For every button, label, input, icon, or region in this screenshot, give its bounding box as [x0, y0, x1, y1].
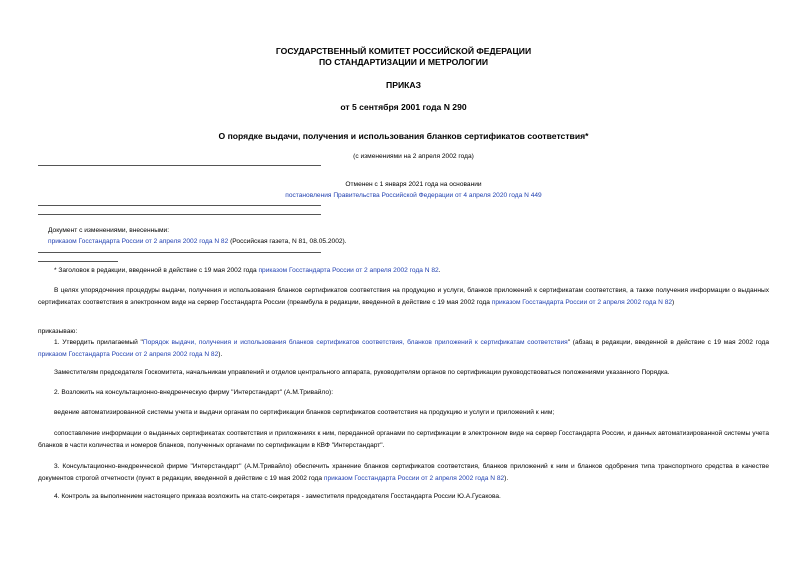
item3-paragraph	[38, 461, 769, 484]
divider	[38, 252, 321, 253]
preamble-end: )	[672, 298, 675, 306]
item3-link[interactable]: приказом Госстандарта России от 2 апреля 2002 года N 82	[323, 474, 505, 482]
preamble-link[interactable]: приказом Госстандарта России от 2 апреля 2002 года N 82	[491, 298, 673, 306]
item1-link-procedure[interactable]: Порядок выдачи, получения и использования бланков сертификатов соответствия, бланков приложений к сертификатам соответствия	[142, 339, 568, 346]
preamble-paragraph	[38, 285, 769, 308]
changes-intro: Документ с изменениями, внесенными:	[48, 227, 170, 234]
cancel-text: Отменен с 1 января 2021 года на основании	[345, 181, 482, 188]
item3-end: ).	[504, 474, 509, 482]
item1-text-b: " (абзац в редакции, введенной в действие с 19 мая 2002 года	[567, 339, 769, 346]
item4-paragraph: 4. Контроль за выполнением настоящего приказа возложить на статс-секретаря - заместителя председателя Госстандарта России Ю.А.Гусакова.	[54, 493, 501, 500]
deputies-paragraph: Заместителям председателя Госкомитета, начальникам управлений и отделов центрального аппарата, руководителям органов по сертификации руководствоваться положениями указанного Порядка.	[54, 369, 670, 376]
item2-a-paragraph: ведение автоматизированной системы учета и выдачи органам по сертификации бланков сертификатов соответствия на продукцию и услуги и приложений к ним;	[54, 409, 555, 416]
agency-title-line1: ГОСУДАРСТВЕННЫЙ КОМИТЕТ РОССИЙСКОЙ ФЕДЕРАЦИИ	[275, 46, 532, 56]
divider	[38, 165, 321, 166]
item1-paragraph	[38, 337, 769, 360]
footnote-text: * Заголовок в редакции, введенной в действие с 19 мая 2002 года	[54, 267, 259, 274]
doc-type: ПРИКАЗ	[386, 80, 421, 90]
doc-title: О порядке выдачи, получения и использования бланков сертификатов соответствия*	[218, 131, 589, 141]
item2-paragraph: 2. Возложить на консультационно-внедренческую фирму "Интерстандарт" (А.М.Тривайло):	[54, 389, 334, 396]
changes-link[interactable]: приказом Госстандарта России от 2 апреля 2002 года N 82	[48, 238, 229, 245]
divider	[38, 214, 321, 215]
item1-link-order[interactable]: приказом Госстандарта России от 2 апреля 2002 года N 82	[38, 350, 219, 358]
item1-text-c: ).	[218, 350, 223, 358]
doc-date-number: от 5 сентября 2001 года N 290	[340, 102, 467, 112]
item2-b-paragraph: сопоставление информации о выданных сертификатах соответствия и приложениях к ним, переданной органами по сертификации в электронном виде на сервер Госстандарта России, и данных автоматизированной системы учета бланков в части количества и номеров бланков, полученных органами по сертификации в КВФ "Интерстандарт".	[38, 430, 769, 449]
amendments-note: (с изменениями на 2 апреля 2002 года)	[353, 153, 474, 160]
footnote-divider	[38, 261, 118, 262]
footnote-link[interactable]: приказом Госстандарта России от 2 апреля 2002 года N 82	[258, 267, 439, 274]
footnote	[54, 265, 441, 277]
changes-source: (Российская газета, N 81, 08.05.2002).	[228, 238, 347, 245]
item3-text: 3. Консультационно-внедренческой фирме "Интерстандарт" (А.М.Тривайло) обеспечить хранение бланков сертификатов соответствия, бланков приложений к ним и бланков одобрения типа транспортного средства в качестве документов строгой отчетности (пункт в редакции, введенной в действие с 19 мая 2002 года	[38, 463, 769, 482]
divider	[38, 205, 321, 206]
agency-title-line2: ПО СТАНДАРТИЗАЦИИ И МЕТРОЛОГИИ	[318, 57, 489, 67]
footnote-end: .	[438, 267, 441, 274]
cancel-link[interactable]: постановления Правительства Российской Федерации от 4 апреля 2020 года N 449	[285, 192, 542, 199]
preamble-text: В целях упорядочения процедуры выдачи, получения и использования бланков сертификатов соответствия на продукцию и услуги, бланков приложений к сертификатам соответствия, а также получения информации о выданных сертификатах соответствия в электронном виде на сервер Госстандарта России (преамбула в редакции, введенной в действие с 19 мая 2002 года	[38, 287, 769, 306]
order-word: приказываю:	[38, 328, 78, 335]
changes-line	[48, 236, 347, 248]
item1-text-a: 1. Утвердить прилагаемый "	[54, 339, 143, 346]
